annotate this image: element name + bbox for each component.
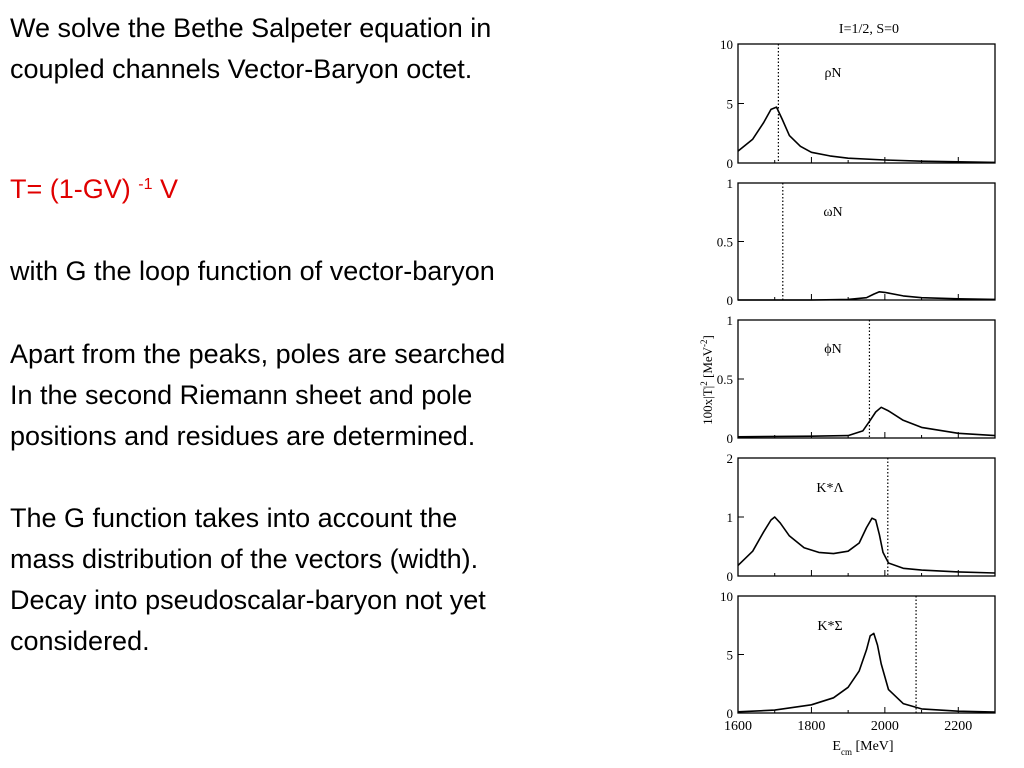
panel-4-curve	[738, 517, 995, 573]
panel-2-channel-label: ωN	[823, 205, 843, 220]
panel-3-curve	[738, 407, 995, 437]
gfunc-line-2: mass distribution of the vectors (width).	[10, 544, 479, 574]
formula-main: T= (1-GV)	[10, 174, 131, 204]
panel-5-channel-label: K*Σ	[817, 619, 843, 634]
intro-line-2: coupled channels Vector-Baryon octet.	[10, 54, 473, 84]
panel-4-channel-label: K*Λ	[816, 481, 844, 496]
panel-2-ytick-label: 0	[726, 293, 733, 308]
panel-4-ytick-label: 1	[726, 510, 733, 525]
panel-3-ytick-label: 0	[726, 431, 733, 446]
panel-1-curve	[738, 107, 995, 162]
panel-5-ytick-label: 5	[726, 647, 733, 663]
x-tick-label: 1800	[797, 719, 826, 734]
x-axis-label: $E_{cm}$ [MeV]	[832, 739, 894, 757]
panel-1-frame	[738, 44, 995, 163]
panel-1-ytick-label: 10	[720, 37, 733, 52]
poles-line-3: positions and residues are determined.	[10, 421, 476, 451]
panel-2-frame	[738, 183, 995, 300]
y-axis-label: $100x|T|^2$ [MeV$^{-2}$]	[699, 335, 715, 425]
x-tick-label: 1600	[724, 719, 752, 734]
panel-5-curve	[738, 633, 995, 712]
panel-4-frame	[738, 458, 995, 576]
x-tick-label: 2000	[870, 719, 899, 734]
formula-exponent: -1	[138, 176, 153, 193]
panel-1-channel-label: ρN	[824, 66, 842, 81]
figure-title: I=1/2, S=0	[838, 22, 900, 37]
panel-2-ytick-label: 1	[726, 176, 733, 191]
panel-1-ytick-label: 0	[726, 156, 733, 171]
panel-3-frame	[738, 320, 995, 438]
panel-5-ytick-label: 0	[726, 706, 733, 721]
intro-line-1: We solve the Bethe Salpeter equation in	[10, 13, 492, 43]
panel-5-ytick-label: 10	[720, 589, 733, 604]
loop-function-text: with G the loop function of vector-baryon	[10, 256, 495, 286]
panel-2-curve	[738, 292, 995, 300]
gfunc-line-4: considered.	[10, 626, 150, 656]
gfunc-line-1: The G function takes into account the	[10, 503, 458, 533]
panel-5-frame	[738, 596, 995, 713]
panel-4-ytick-label: 0	[726, 569, 733, 584]
gfunc-line-3: Decay into pseudoscalar-baryon not yet	[10, 585, 486, 615]
poles-line-2: In the second Riemann sheet and pole	[10, 380, 473, 410]
panel-2-ytick-label: 0.5	[716, 234, 733, 250]
panel-3-ytick-label: 1	[726, 313, 733, 328]
panel-3-channel-label: ϕN	[824, 342, 842, 357]
panel-1-ytick-label: 5	[726, 96, 733, 112]
panel-4-ytick-label: 2	[726, 451, 733, 466]
poles-line-1: Apart from the peaks, poles are searched	[10, 339, 506, 369]
formula-tail: V	[160, 174, 179, 204]
panel-3-ytick-label: 0.5	[716, 372, 733, 387]
x-tick-label: 2200	[944, 719, 973, 734]
